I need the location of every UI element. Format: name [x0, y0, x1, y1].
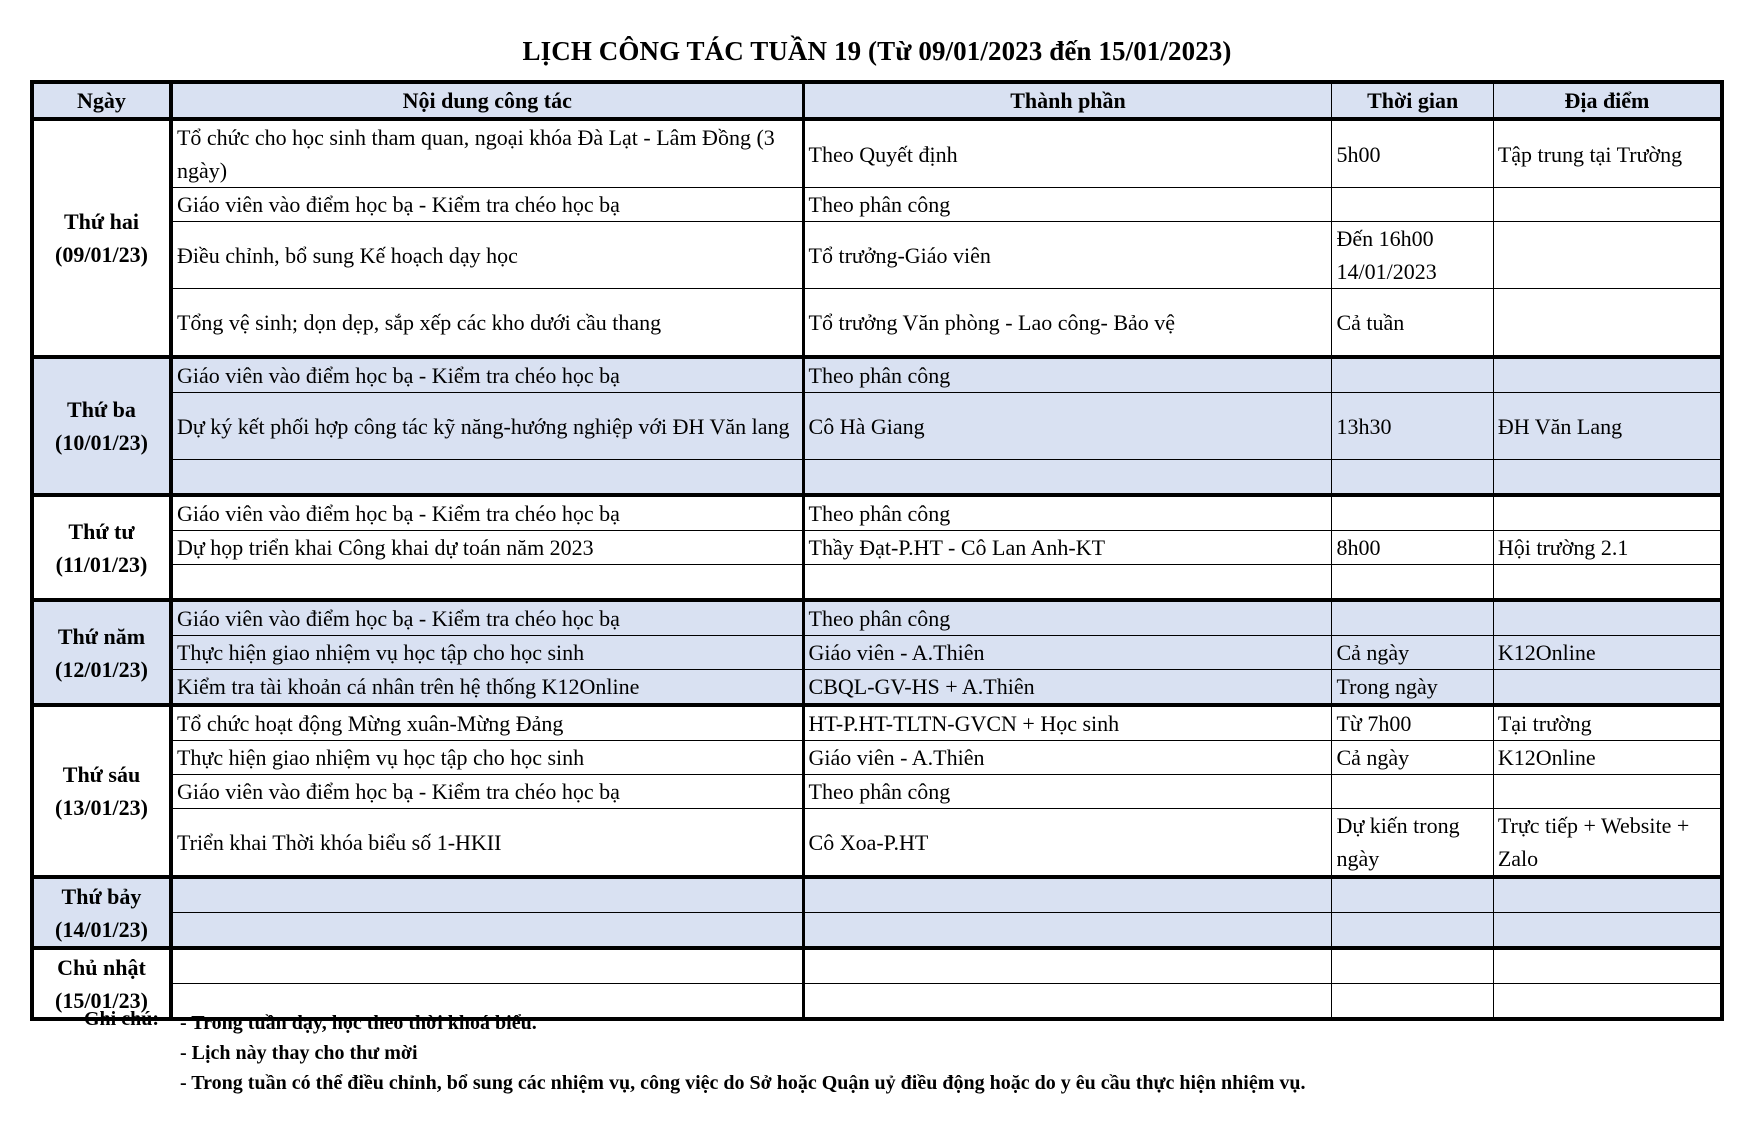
participants-cell: Theo phân công — [803, 600, 1332, 636]
table-row — [32, 741, 1722, 775]
day-date: (09/01/23) — [55, 242, 148, 267]
content-cell — [171, 913, 803, 949]
note-line: - Trong tuần có thể điều chỉnh, bổ sung các nhiệm vụ, công việc do Sở hoặc Quận uỷ điều động hoặc do y êu cầu thực hiện nhiệm vụ. — [180, 1072, 1306, 1094]
location-cell: Tập trung tại Trường — [1493, 119, 1722, 188]
content-cell: Giáo viên vào điểm học bạ - Kiểm tra chéo học bạ — [171, 357, 803, 393]
participants-cell — [803, 460, 1332, 496]
day-date: (11/01/23) — [55, 551, 148, 577]
location-cell: Hội trường 2.1 — [1493, 531, 1722, 565]
table-row — [32, 357, 1722, 393]
table-row — [32, 531, 1722, 565]
header-content: Nội dung công tác — [171, 82, 803, 119]
header-time: Thời gian — [1332, 82, 1493, 119]
day-cell — [32, 877, 171, 948]
day-name: Thứ sáu — [62, 762, 141, 787]
content-cell: Dự ký kết phối hợp công tác kỹ năng-hướng nghiệp với ĐH Văn lang — [171, 393, 803, 460]
table-row — [32, 948, 1722, 984]
table-row — [32, 393, 1722, 460]
content-cell: Kiểm tra tài khoản cá nhân trên hệ thống K12Online — [171, 670, 803, 706]
participants-cell: CBQL-GV-HS + A.Thiên — [803, 670, 1332, 706]
participants-cell: Tổ trưởng-Giáo viên — [803, 222, 1332, 289]
participants-cell: Giáo viên - A.Thiên — [803, 741, 1332, 775]
time-cell: Dự kiến trong ngày — [1332, 809, 1493, 878]
time-cell — [1332, 188, 1493, 222]
table-row — [32, 670, 1722, 706]
time-cell — [1332, 565, 1493, 601]
location-cell — [1493, 670, 1722, 706]
participants-cell: HT-P.HT-TLTN-GVCN + Học sinh — [803, 705, 1332, 741]
time-cell — [1332, 600, 1493, 636]
day-date: (14/01/23) — [55, 916, 148, 942]
day-date: (15/01/23) — [55, 987, 148, 1013]
content-cell: Giáo viên vào điểm học bạ - Kiểm tra chéo học bạ — [171, 775, 803, 809]
day-name: Thứ năm — [57, 623, 146, 649]
table-row — [32, 188, 1722, 222]
day-name: Thứ tư — [68, 518, 135, 544]
participants-cell — [803, 948, 1332, 984]
location-cell — [1493, 600, 1722, 636]
location-cell — [1493, 222, 1722, 289]
day-cell — [32, 600, 171, 705]
table-row — [32, 877, 1722, 913]
page-title: LỊCH CÔNG TÁC TUẦN 19 (Từ 09/01/2023 đến 15/01/2023) — [522, 36, 1232, 66]
location-cell: K12Online — [1493, 741, 1722, 775]
table-row — [32, 289, 1722, 358]
day-name: Thứ ba — [67, 397, 136, 422]
table-row — [32, 222, 1722, 289]
content-cell: Thực hiện giao nhiệm vụ học tập cho học sinh — [171, 741, 803, 775]
content-cell: Tổ chức hoạt động Mừng xuân-Mừng Đảng — [171, 705, 803, 741]
table-row — [32, 809, 1722, 878]
participants-cell: Tổ trưởng Văn phòng - Lao công- Bảo vệ — [803, 289, 1332, 358]
participants-cell: Theo Quyết định — [803, 119, 1332, 188]
participants-cell: Theo phân công — [803, 357, 1332, 393]
content-cell: Tổng vệ sinh; dọn dẹp, sắp xếp các kho dưới cầu thang — [171, 289, 803, 358]
table-row — [32, 913, 1722, 949]
header-location: Địa điểm — [1493, 82, 1722, 119]
participants-cell: Theo phân công — [803, 188, 1332, 222]
location-cell: Tại trường — [1493, 705, 1722, 741]
participants-cell: Giáo viên - A.Thiên — [803, 636, 1332, 670]
location-cell — [1493, 948, 1722, 984]
location-cell — [1493, 289, 1722, 358]
time-cell: Cả tuần — [1332, 289, 1493, 358]
header-participants: Thành phần — [803, 82, 1332, 119]
time-cell: Đến 16h00 14/01/2023 — [1332, 222, 1493, 289]
day-date: (10/01/23) — [55, 430, 148, 455]
location-cell — [1493, 357, 1722, 393]
time-cell — [1332, 948, 1493, 984]
day-cell — [32, 705, 171, 877]
time-cell: Trong ngày — [1332, 670, 1493, 706]
location-cell — [1493, 913, 1722, 949]
schedule-table — [30, 80, 1724, 1021]
day-cell — [32, 495, 171, 600]
notes-lines — [180, 1008, 1580, 1098]
table-row — [32, 705, 1722, 741]
content-cell: Triển khai Thời khóa biểu số 1-HKII — [171, 809, 803, 878]
content-cell: Giáo viên vào điểm học bạ - Kiểm tra chéo học bạ — [171, 600, 803, 636]
location-cell: K12Online — [1493, 636, 1722, 670]
time-cell — [1332, 357, 1493, 393]
participants-cell — [803, 565, 1332, 601]
participants-cell: Theo phân công — [803, 775, 1332, 809]
table-row — [32, 119, 1722, 188]
time-cell — [1332, 913, 1493, 949]
content-cell — [171, 948, 803, 984]
participants-cell: Cô Hà Giang — [803, 393, 1332, 460]
day-cell — [32, 357, 171, 495]
header-day: Ngày — [32, 82, 171, 119]
content-cell: Giáo viên vào điểm học bạ - Kiểm tra chéo học bạ — [171, 495, 803, 531]
time-cell — [1332, 495, 1493, 531]
table-row — [32, 636, 1722, 670]
content-cell — [171, 877, 803, 913]
location-cell — [1493, 775, 1722, 809]
table-row — [32, 600, 1722, 636]
time-cell: Cả ngày — [1332, 636, 1493, 670]
location-cell — [1493, 188, 1722, 222]
content-cell — [171, 460, 803, 496]
notes-label: Ghi chú: — [84, 1008, 160, 1030]
note-line: - Trong tuần dạy, học theo thời khoá biểu. — [180, 1012, 537, 1034]
time-cell — [1332, 460, 1493, 496]
location-cell — [1493, 565, 1722, 601]
day-date: (13/01/23) — [55, 795, 148, 820]
participants-cell: Thầy Đạt-P.HT - Cô Lan Anh-KT — [803, 531, 1332, 565]
note-line: - Lịch này thay cho thư mời — [180, 1042, 418, 1064]
day-date: (12/01/23) — [55, 656, 148, 682]
day-cell — [32, 119, 171, 357]
participants-cell: Theo phân công — [803, 495, 1332, 531]
day-name: Thứ bảy — [61, 883, 142, 909]
content-cell: Điều chỉnh, bổ sung Kế hoạch dạy học — [171, 222, 803, 289]
content-cell: Thực hiện giao nhiệm vụ học tập cho học sinh — [171, 636, 803, 670]
time-cell: 13h30 — [1332, 393, 1493, 460]
day-name: Thứ hai — [63, 209, 139, 234]
time-cell: Cả ngày — [1332, 741, 1493, 775]
time-cell — [1332, 775, 1493, 809]
table-row — [32, 495, 1722, 531]
location-cell: ĐH Văn Lang — [1493, 393, 1722, 460]
schedule-body — [32, 119, 1722, 1019]
participants-cell — [803, 877, 1332, 913]
content-cell: Tổ chức cho học sinh tham quan, ngoại khóa Đà Lạt - Lâm Đồng (3 ngày) — [171, 119, 803, 188]
content-cell — [171, 565, 803, 601]
participants-cell: Cô Xoa-P.HT — [803, 809, 1332, 878]
table-row — [32, 460, 1722, 496]
header-row — [32, 82, 1722, 119]
time-cell: 5h00 — [1332, 119, 1493, 188]
day-name: Chủ nhật — [57, 954, 146, 980]
location-cell — [1493, 877, 1722, 913]
content-cell: Dự họp triển khai Công khai dự toán năm 2023 — [171, 531, 803, 565]
table-row — [32, 775, 1722, 809]
location-cell — [1493, 495, 1722, 531]
time-cell: 8h00 — [1332, 531, 1493, 565]
time-cell: Từ 7h00 — [1332, 705, 1493, 741]
participants-cell — [803, 913, 1332, 949]
content-cell: Giáo viên vào điểm học bạ - Kiểm tra chéo học bạ — [171, 188, 803, 222]
location-cell: Trực tiếp + Website + Zalo — [1493, 809, 1722, 878]
table-row — [32, 565, 1722, 601]
time-cell — [1332, 877, 1493, 913]
location-cell — [1493, 460, 1722, 496]
